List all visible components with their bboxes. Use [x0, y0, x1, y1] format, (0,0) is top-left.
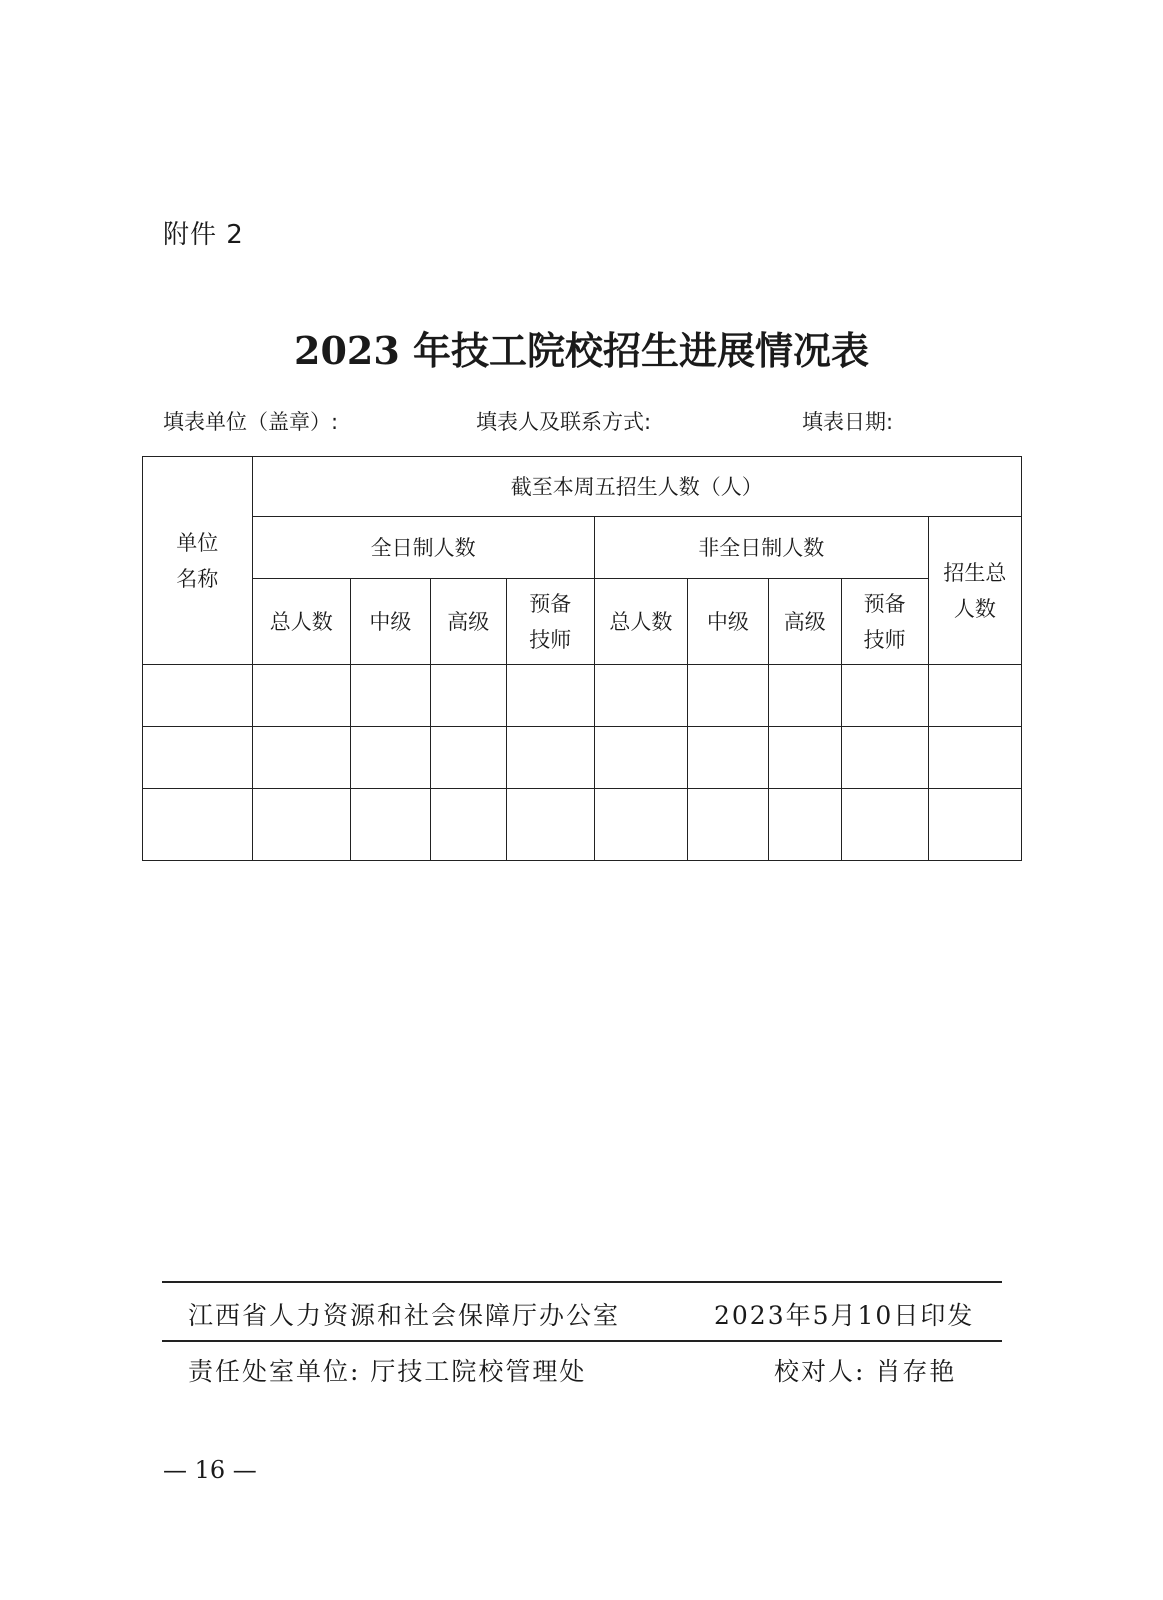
pt-total-header: 总人数: [594, 579, 687, 665]
ft-total-header: 总人数: [252, 579, 350, 665]
footer-top-rule: [162, 1281, 1002, 1283]
proofreader-text: 校对人: 肖存艳: [774, 1357, 957, 1386]
pt-mid-header: 中级: [687, 579, 768, 665]
table-row: [143, 665, 1022, 727]
ft-mid-header: 中级: [350, 579, 430, 665]
issuer-text: 江西省人力资源和社会保障厅办公室: [188, 1301, 621, 1330]
fill-date-label: 填表日期:: [802, 410, 894, 434]
fulltime-header: 全日制人数: [252, 517, 594, 579]
fill-unit-label: 填表单位（盖章）:: [163, 410, 339, 434]
fill-contact-label: 填表人及联系方式:: [476, 410, 652, 434]
ft-high-header: 高级: [430, 579, 506, 665]
total-enroll-header: 招生总人数: [928, 517, 1021, 665]
page-number: — 16 —: [163, 1456, 257, 1484]
parttime-header: 非全日制人数: [594, 517, 928, 579]
table-row: [143, 789, 1022, 861]
responsible-unit-text: 责任处室单位: 厅技工院校管理处: [188, 1357, 587, 1386]
pt-high-header: 高级: [768, 579, 841, 665]
pt-pre-tech-header: 预备技师: [841, 579, 928, 665]
issue-date-text: 2023年5月10日印发: [714, 1301, 975, 1330]
attachment-label: 附件 2: [163, 220, 244, 250]
enrollment-table: [142, 456, 1022, 861]
page-title: 2023 年技工院校招生进展情况表: [294, 328, 869, 373]
footer-middle-rule: [162, 1340, 1002, 1342]
cutoff-header: 截至本周五招生人数（人）: [252, 457, 1021, 517]
ft-pre-tech-header: 预备技师: [506, 579, 594, 665]
unit-name-header: 单位名称: [143, 457, 253, 665]
table-row: [143, 727, 1022, 789]
